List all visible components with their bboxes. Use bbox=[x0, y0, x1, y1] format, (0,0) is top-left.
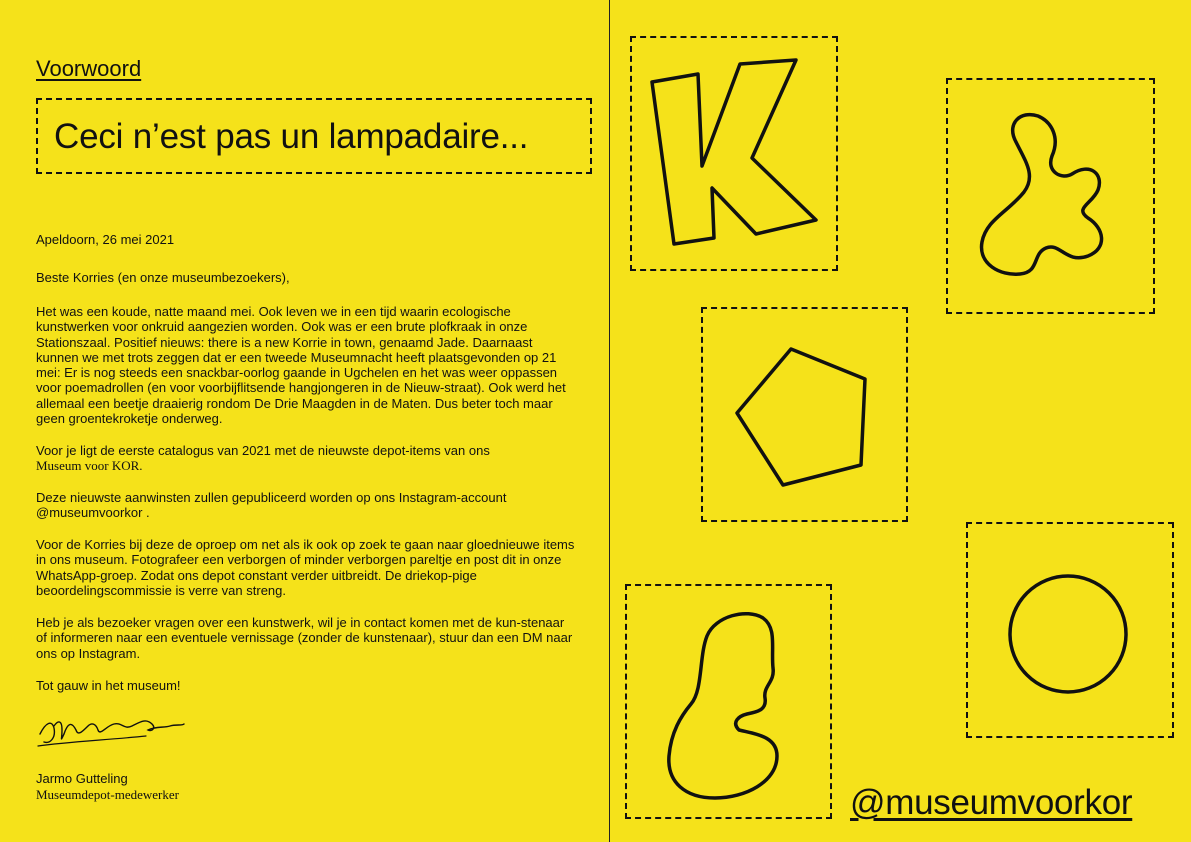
shape-frame-pentagon bbox=[701, 307, 908, 522]
title-frame bbox=[36, 98, 592, 174]
paragraph-3-text: Deze nieuwste aanwinsten zullen gepubliceerd worden op ons Instagram-account bbox=[36, 490, 507, 505]
signer-name: Jarmo Gutteling bbox=[36, 771, 128, 786]
paragraph-1: Het was een koude, natte maand mei. Ook leven we in een tijd waarin ecologische kunstwerken voor onkruid aangezien worden. Ook was er een brute plofkraak in onze Stationszaal. Positief nieuws: there is a new Korrie in town, genaamd Jade. Daarnaast kunnen we met trots zeggen dat er een tweede Museumnacht heeft plaatsgevonden op 21 mei: Er is nog steeds een snackbar-oorlog gaande in Ugchelen en het was weer oppassen voor poemadrollen (en voor voorbijflitsende hangjongeren in de Nieuw-straat). Ook werd het allemaal een beetje draaierig rondom De Drie Maagden in de Maten. Dus beter toch maar geen groentekroketje onderweg. bbox=[36, 304, 566, 427]
shape-frame-k bbox=[630, 36, 838, 271]
page-fold-line bbox=[609, 0, 610, 842]
shape-frame-blob bbox=[946, 78, 1155, 314]
shape-frame-circle bbox=[966, 522, 1174, 738]
blob-outline-icon bbox=[948, 80, 1153, 312]
museum-name: Museum voor KOR. bbox=[36, 458, 143, 474]
signer-block bbox=[36, 771, 179, 803]
paragraph-4: Voor de Korries bij deze de oproep om net als ik ook op zoek te gaan naar gloednieuwe items in ons museum. Fotografeer een verborgen of minder verborgen pareltje en post dit in onze WhatsApp-groep. Zodat ons depot constant verder uitbreidt. De driekop-pige beoordelingscommissie is verre van streng. bbox=[36, 537, 575, 598]
instagram-handle-inline: @museumvoorkor . bbox=[36, 505, 150, 521]
paragraph-3 bbox=[36, 490, 576, 521]
greeting: Beste Korries (en onze museumbezoekers), bbox=[36, 270, 290, 285]
paragraph-2 bbox=[36, 443, 576, 474]
pentagon-outline-icon bbox=[703, 309, 906, 520]
instagram-handle[interactable]: @museumvoorkor bbox=[850, 783, 1133, 822]
circle-outline-icon bbox=[968, 524, 1172, 736]
signer-role: Museumdepot-medewerker bbox=[36, 787, 179, 802]
paragraph-5: Heb je als bezoeker vragen over een kunstwerk, wil je in contact komen met de kun-stenaar of informeren naar een eventuele vernissage (zonder de kunstenaar), stuur dan een DM naar ons op Instagram. bbox=[36, 615, 573, 661]
section-heading: Voorwoord bbox=[36, 56, 142, 81]
page-title: Ceci n’est pas un lampadaire... bbox=[54, 117, 529, 156]
closing-line: Tot gauw in het museum! bbox=[36, 678, 181, 693]
signature-image bbox=[36, 712, 186, 752]
place-date: Apeldoorn, 26 mei 2021 bbox=[36, 232, 175, 247]
shape-frame-head bbox=[625, 584, 832, 819]
head-blob-outline-icon bbox=[627, 586, 830, 817]
letter-k-outline-icon bbox=[632, 38, 836, 269]
paragraph-2-text: Voor je ligt de eerste catalogus van 2021 met de nieuwste depot-items van ons bbox=[36, 443, 490, 458]
